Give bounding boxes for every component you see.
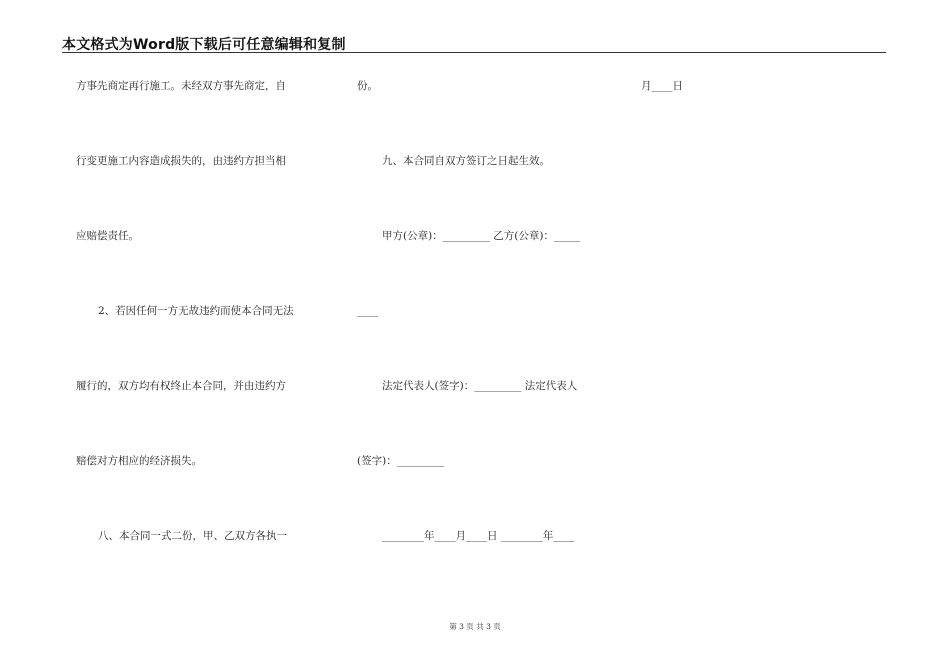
left-line-2: 行变更施工内容造成损失的，由违约方担当相 (76, 155, 286, 167)
left-line-6: 赔偿对方相应的经济损失。 (76, 455, 202, 467)
left-line-1: 方事先商定再行施工。未经双方事先商定，自 (76, 80, 286, 92)
right-line-3: 甲方(公章)：_________ 乙方(公章)：_____ (382, 230, 581, 242)
left-line-3: 应赔偿责任。 (76, 230, 139, 242)
left-line-5: 履行的，双方均有权终止本合同，并由违约方 (76, 380, 286, 392)
right-line-1-date: 月____日 (641, 80, 683, 92)
header-divider (62, 52, 886, 53)
right-line-7: ________年____月____日 ________年____ (382, 530, 575, 542)
left-line-7: 八、本合同一式二份，甲、乙双方各执一 (98, 530, 287, 542)
right-line-2: 九、本合同自双方签订之日起生效。 (382, 155, 550, 167)
page-number-footer: 第 3 页 共 3 页 (449, 622, 501, 631)
left-line-4: 2、若因任何一方无故违约而使本合同无法 (98, 305, 294, 317)
right-line-1: 份。 (357, 80, 378, 92)
right-line-4: ____ (357, 305, 378, 317)
right-line-5: 法定代表人(签字)：_________ 法定代表人 (382, 380, 578, 392)
document-header-title: 本文格式为Word版下载后可任意编辑和复制 (62, 37, 346, 53)
right-line-6: (签字)：_________ (357, 455, 444, 467)
